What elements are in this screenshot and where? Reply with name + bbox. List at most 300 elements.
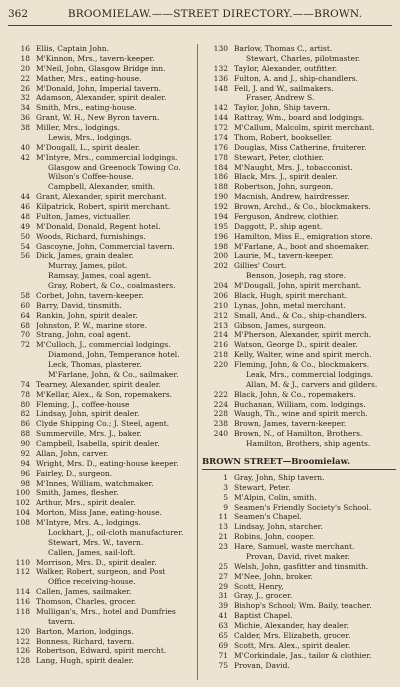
entry-text: Fell, J. and W., sailmakers.: [234, 83, 334, 93]
house-number: 13: [218, 522, 228, 532]
house-number: 27: [218, 571, 228, 581]
entry-text: Bonness, Richard, tavern.: [36, 636, 135, 646]
entry-text: Thomson, Charles, grocer.: [36, 597, 137, 606]
left-column: [4, 44, 197, 666]
entry-text: Gibson, James, surgeon.: [234, 320, 327, 330]
entry-text: M'Kellar, Alex., & Son, ropemakers.: [36, 389, 173, 399]
house-number: 63: [218, 621, 228, 630]
entry-text: Brown, N., of Hamilton, Brothers.: [234, 429, 363, 439]
entry-text: M'Pherson, Alexander, spirit merch.: [234, 330, 372, 340]
brown-street-heading: [202, 455, 398, 469]
directory-entry: [202, 64, 398, 74]
directory-entry: [202, 360, 398, 370]
directory-entry: [202, 661, 398, 671]
directory-entry: [4, 577, 197, 587]
directory-entry: [202, 591, 398, 601]
directory-entry: [4, 370, 197, 380]
directory-entry: [202, 621, 398, 631]
entry-text: M'Donald, Donald, Regent hotel.: [36, 221, 161, 231]
house-number: 68: [20, 320, 30, 330]
right-column-entries: [202, 44, 398, 449]
entry-text: Watson, George D., spirit dealer.: [234, 340, 358, 350]
directory-entry: [4, 54, 197, 64]
entry-text: Benson, Joseph, rag store.: [246, 271, 346, 281]
directory-entry: [4, 271, 197, 281]
entry-text: Robertson, Edward, spirit mercht.: [36, 646, 167, 656]
entry-text: Robins, John, cooper.: [234, 532, 315, 542]
house-number: 202: [213, 261, 228, 271]
house-number: 228: [213, 409, 228, 419]
entry-text: Mulligan's, Mrs., hotel and Dumfries: [36, 606, 176, 616]
house-number: 90: [20, 439, 30, 448]
house-number: 190: [213, 192, 228, 202]
directory-entry: [202, 522, 398, 532]
entry-text: Fleming, J., coffee-house: [36, 399, 130, 409]
directory-entry: [4, 617, 197, 627]
entry-text: M'Culloch, J., commercial lodgings.: [36, 340, 171, 350]
right-column: [202, 44, 398, 670]
entry-text: Campbell, Alexander, smith.: [48, 182, 156, 192]
house-number: 9: [223, 502, 228, 512]
house-number: 224: [213, 399, 228, 409]
entry-text: Brown, Archd., & Co., blockmakers.: [234, 202, 371, 211]
entry-text: Scott, Mrs. Alex., spirit dealer.: [234, 640, 351, 650]
house-number: 210: [213, 300, 228, 310]
entry-text: Walker, Robert, surgeon, and Post: [36, 567, 166, 577]
directory-entry: [4, 528, 197, 538]
directory-entry: [4, 469, 197, 479]
house-number: 184: [213, 162, 228, 172]
house-number: 78: [20, 389, 30, 399]
entry-text: Campbell, Isabella, spirit dealer.: [36, 439, 160, 448]
entry-text: Provan, David, rivet maker.: [246, 551, 350, 561]
house-number: 118: [15, 606, 30, 616]
house-number: 75: [218, 660, 228, 670]
directory-entry: [202, 54, 398, 64]
house-number: 58: [20, 290, 30, 300]
entry-text: M'Innes, William, watchmaker.: [36, 478, 154, 488]
entry-text: M'Intyre, Mrs. A., lodgings.: [36, 518, 141, 527]
house-number: 60: [20, 300, 30, 310]
directory-entry: [4, 508, 197, 518]
entry-text: Buchanan, William, com. lodgings.: [234, 399, 366, 409]
entry-text: M'Dougall, L., spirit dealer.: [36, 142, 141, 152]
house-number: 92: [20, 448, 30, 458]
entry-text: M'Callum, Malcolm, spirit merchant.: [234, 123, 375, 132]
entry-text: Baptist Chapel.: [234, 611, 293, 621]
entry-text: Office receiving-house.: [48, 577, 136, 587]
directory-entry: [202, 552, 398, 562]
directory-entry: [202, 232, 398, 242]
directory-entry: [4, 449, 197, 459]
house-number: 56: [20, 251, 30, 261]
house-number: 213: [213, 320, 228, 330]
entry-text: M'Kinnon, Mrs., tavern-keeper.: [36, 53, 155, 63]
directory-entry: [202, 503, 398, 513]
directory-entry: [202, 182, 398, 192]
entry-text: Lindsay, John, spirit dealer.: [36, 409, 140, 419]
house-number: 21: [218, 532, 228, 542]
running-title: BROOMIELAW.——STREET DIRECTORY.——BROWN.: [67, 8, 363, 20]
house-number: 22: [20, 73, 30, 83]
entry-text: Summerville, Mrs. J., baker.: [36, 429, 142, 439]
directory-entry: [4, 74, 197, 84]
entry-text: Stewart, Mrs. W., tavern.: [48, 537, 144, 547]
house-number: 50: [20, 231, 30, 241]
entry-text: Scott, Henry,: [234, 581, 284, 591]
entry-text: Mather, Mrs., eating-house.: [36, 73, 142, 83]
house-number: 174: [213, 132, 228, 142]
directory-entry: [202, 271, 398, 281]
directory-entry: [4, 380, 197, 390]
entry-text: Ramsay, James, coal agent.: [48, 271, 152, 281]
column-divider: [197, 44, 198, 680]
directory-entry: [4, 44, 197, 54]
directory-entry: [4, 291, 197, 301]
entry-text: Morton, Miss Jane, eating-house.: [36, 508, 162, 518]
entry-text: Leck, Thomas, plasterer.: [48, 360, 142, 369]
directory-entry: [202, 390, 398, 400]
entry-text: Laurie, M., tavern-keeper.: [234, 251, 334, 261]
entry-text: Gray, Robert, & Co., coalmasters.: [48, 281, 176, 290]
entry-text: Callen, James, sail-loft.: [48, 547, 136, 557]
house-number: 82: [20, 409, 30, 419]
entry-text: M'Neil, John, Glasgow Bridge inn.: [36, 63, 166, 73]
directory-entry: [202, 74, 398, 84]
directory-entry: [202, 242, 398, 252]
entry-text: Lockhart, J., oil-cloth manufacturer.: [48, 527, 184, 537]
directory-entry: [202, 113, 398, 123]
house-number: 48: [20, 211, 30, 221]
entry-text: M'Dougall, John, spirit merchant.: [234, 281, 362, 290]
house-number: 49: [20, 221, 30, 231]
entry-text: Gillies' Court.: [234, 261, 287, 271]
directory-entry: [202, 409, 398, 419]
entry-text: Kilpatrick, Robert, spirit merchant.: [36, 202, 171, 211]
directory-entry: [202, 483, 398, 493]
directory-entry: [202, 153, 398, 163]
directory-entry: [202, 103, 398, 113]
entry-text: Fraser, Andrew S.: [246, 93, 315, 103]
house-number: 238: [213, 419, 228, 429]
directory-entry: [4, 429, 197, 439]
entry-text: Wright, Mrs. D., eating-house keeper.: [36, 458, 179, 468]
entry-text: Wilson's Coffee-house.: [48, 172, 134, 182]
entry-text: Stewart, Peter.: [234, 482, 291, 492]
section-heading-text: BROWN STREET—Broomielaw.: [202, 456, 351, 467]
directory-entry: [202, 601, 398, 611]
entry-text: Seamen's Chapel.: [234, 512, 302, 522]
directory-entry: [202, 143, 398, 153]
brown-street-entries: [202, 473, 398, 671]
house-number: 71: [218, 650, 228, 660]
house-number: 212: [213, 310, 228, 320]
entry-text: Small, And., & Co., ship-chandlers.: [234, 310, 368, 320]
house-number: 88: [20, 429, 30, 439]
directory-entry: [4, 646, 197, 656]
entry-text: Morrison, Mrs. D., spirit dealer.: [36, 557, 157, 567]
entry-text: Miller, Mrs., lodgings.: [36, 123, 120, 132]
entry-text: Black, John, & Co., ropemakers.: [234, 389, 356, 399]
house-number: 222: [213, 389, 228, 399]
directory-entry: [4, 103, 197, 113]
entry-text: Barton, Marion, lodgings.: [36, 626, 134, 636]
entry-text: M'Alpin, Colin, smith.: [234, 492, 317, 502]
house-number: 178: [213, 152, 228, 162]
house-number: 110: [15, 557, 30, 567]
entry-text: Macnish, Andrew, hairdresser.: [234, 192, 350, 202]
entry-text: Callen, James, sailmaker.: [36, 587, 132, 597]
entry-text: Lang, Hugh, spirit dealer.: [36, 656, 134, 666]
entry-text: Rankin, John, spirit dealer.: [36, 310, 138, 320]
house-number: 94: [20, 458, 30, 468]
directory-entry: [202, 301, 398, 311]
directory-entry: [4, 182, 197, 192]
directory-entry: [4, 548, 197, 558]
entry-text: Lynas, John, metal merchant.: [234, 300, 346, 310]
entry-text: Black, Hugh, spirit merchant.: [234, 290, 347, 300]
directory-entry: [202, 251, 398, 261]
directory-entry: [4, 222, 197, 232]
directory-entry: [202, 222, 398, 232]
entry-text: Hamilton, Brothers, ship agents.: [246, 439, 371, 448]
entry-text: Woods, Richard, furnishings.: [36, 231, 146, 241]
directory-entry: [202, 542, 398, 552]
entry-text: M'Naught, Mrs. J., tobacconist.: [234, 162, 353, 172]
directory-entry: [202, 512, 398, 522]
directory-entry: [202, 261, 398, 271]
directory-entry: [4, 350, 197, 360]
entry-text: Taylor, Alexander, outfitter.: [234, 63, 338, 73]
directory-entry: [4, 84, 197, 94]
house-number: 198: [213, 241, 228, 251]
entry-text: M'Donald, John, Imperial tavern.: [36, 83, 162, 93]
directory-entry: [4, 321, 197, 331]
house-number: 54: [20, 241, 30, 251]
entry-text: Kelly, Walter, wine and spirit merch.: [234, 350, 372, 360]
entry-text: Gray, J., grocer.: [234, 591, 293, 601]
entry-text: M'Nee, John, broker.: [234, 571, 313, 581]
entry-text: M'Farlane, John, & Co., sailmaker.: [48, 369, 179, 379]
entry-text: Ferguson, Andrew, clothier.: [234, 211, 339, 221]
house-number: 108: [15, 518, 30, 527]
entry-text: Thom, Robert, bookseller.: [234, 132, 333, 142]
page-header: [8, 7, 392, 21]
house-number: 195: [213, 221, 228, 231]
house-number: 41: [218, 611, 228, 621]
directory-entry: [202, 212, 398, 222]
entry-text: Allan, John, carver.: [36, 448, 109, 458]
directory-entry: [202, 641, 398, 651]
entry-text: Adamson, Alexander, spirit dealer.: [36, 93, 167, 103]
directory-entry: [4, 587, 197, 597]
entry-text: Seamen's Friendly Society's School.: [234, 502, 372, 512]
directory-entry: [4, 567, 197, 577]
house-number: 144: [213, 113, 228, 123]
header-rule: [8, 25, 392, 26]
house-number: 65: [218, 630, 228, 640]
directory-entry: [202, 330, 398, 340]
house-number: 64: [20, 310, 30, 320]
directory-entry: [4, 627, 197, 637]
directory-entry: [4, 251, 197, 261]
directory-entry: [202, 439, 398, 449]
entry-text: Fleming, John, & Co., blockmakers.: [234, 360, 370, 369]
entry-text: M'Corkindale, Jas., tailor & clothier.: [234, 650, 372, 660]
house-number: 29: [218, 581, 228, 591]
house-number: 120: [15, 626, 30, 636]
directory-entry: [4, 123, 197, 133]
entry-text: Welsh, John, gasfitter and tinsmith.: [234, 561, 369, 571]
house-number: 142: [213, 103, 228, 113]
entry-text: Brown, James, tavern-keeper.: [234, 419, 347, 429]
house-number: 26: [20, 83, 30, 93]
house-number: 31: [218, 591, 228, 601]
house-number: 122: [15, 636, 30, 646]
entry-text: Provan, David.: [234, 660, 290, 670]
house-number: 192: [213, 202, 228, 211]
house-number: 176: [213, 142, 228, 152]
house-number: 86: [20, 419, 30, 429]
house-number: 130: [213, 44, 228, 53]
directory-entry: [202, 532, 398, 542]
house-number: 200: [213, 251, 228, 261]
house-number: 39: [218, 601, 228, 611]
entry-text: Gascoyne, John, Commercial tavern.: [36, 241, 175, 251]
entry-text: Black, Mrs. J., spirit dealer.: [234, 172, 338, 182]
directory-entry: [4, 192, 197, 202]
entry-text: Michie, Alexander, hay dealer.: [234, 621, 349, 630]
house-number: 172: [213, 123, 228, 132]
entry-text: tavern.: [48, 616, 75, 626]
house-number: 136: [213, 73, 228, 83]
entry-text: Fulton, A. and J., ship-chandlers.: [234, 73, 359, 83]
directory-entry: [4, 558, 197, 568]
entry-text: Johnston, P. W., marine store.: [36, 320, 148, 330]
house-number: 18: [20, 53, 30, 63]
entry-text: Arthur, Mrs., spirit dealer.: [36, 498, 136, 508]
entry-text: Rattray, Wm., board and lodgings.: [234, 113, 365, 123]
house-number: 80: [20, 399, 30, 409]
house-number: 186: [213, 172, 228, 182]
house-number: 5: [223, 492, 228, 502]
house-number: 114: [15, 587, 30, 597]
directory-entry: [4, 261, 197, 271]
entry-text: M'Farlane, A., boot and shoemaker.: [234, 241, 370, 251]
directory-entry: [4, 133, 197, 143]
directory-entry: [4, 242, 197, 252]
directory-entry: [202, 611, 398, 621]
directory-entry: [202, 429, 398, 439]
directory-entry: [202, 473, 398, 483]
entry-text: Hamilton, Miss E., emigration store.: [234, 231, 373, 241]
entry-text: Grant, W. H., New Byron tavern.: [36, 113, 160, 123]
entry-text: Daggott, P., ship agent.: [234, 221, 323, 231]
entry-text: Smith, James, flesher.: [36, 488, 119, 498]
directory-entry: [4, 330, 197, 340]
entry-text: Diamond, John, Temperance hotel.: [48, 350, 180, 360]
entry-text: Murray, James, pilot.: [48, 261, 128, 271]
directory-entry: [4, 311, 197, 321]
house-number: 148: [213, 83, 228, 93]
house-number: 206: [213, 290, 228, 300]
house-number: 128: [15, 656, 30, 666]
house-number: 102: [15, 498, 30, 508]
directory-entry: [202, 419, 398, 429]
directory-entry: [4, 93, 197, 103]
directory-entry: [4, 232, 197, 242]
page-number: 362: [8, 8, 29, 20]
directory-entry: [202, 493, 398, 503]
house-number: 38: [20, 123, 30, 132]
directory-entry: [4, 390, 197, 400]
directory-entry: [4, 459, 197, 469]
entry-text: Bishop's School; Wm. Baily, teacher.: [234, 601, 372, 611]
directory-entry: [4, 64, 197, 74]
house-number: 204: [213, 281, 228, 290]
house-number: 69: [218, 640, 228, 650]
directory-entry: [202, 370, 398, 380]
directory-entry: [202, 202, 398, 212]
directory-entry: [4, 439, 197, 449]
house-number: 23: [218, 542, 228, 551]
entry-text: Stewart, Peter, clothier.: [234, 152, 324, 162]
house-number: 16: [20, 44, 30, 53]
house-number: 1: [223, 472, 228, 482]
house-number: 40: [20, 142, 30, 152]
entry-text: Fulton, James, victualler.: [36, 211, 131, 221]
house-number: 100: [15, 488, 30, 498]
directory-entry: [202, 340, 398, 350]
house-number: 188: [213, 182, 228, 192]
house-number: 46: [20, 202, 30, 211]
directory-entry: [202, 172, 398, 182]
directory-entry: [202, 44, 398, 54]
directory-entry: [202, 93, 398, 103]
entry-text: M'Intyre, Mrs., commercial lodgings.: [36, 152, 178, 162]
entry-text: Waugh, Th., wine and spirit merch.: [234, 409, 368, 419]
directory-entry: [4, 400, 197, 410]
directory-entry: [4, 597, 197, 607]
house-number: 214: [213, 330, 228, 340]
house-number: 196: [213, 231, 228, 241]
directory-entry: [4, 656, 197, 666]
house-number: 42: [20, 152, 30, 162]
section-rule: [202, 469, 398, 471]
directory-entry: [4, 153, 197, 163]
directory-entry: [202, 163, 398, 173]
directory-entry: [4, 340, 197, 350]
directory-entry: [4, 163, 197, 173]
directory-entry: [4, 607, 197, 617]
directory-entry: [202, 582, 398, 592]
house-number: 11: [218, 512, 228, 522]
directory-entry: [4, 419, 197, 429]
house-number: 20: [20, 63, 30, 73]
directory-entry: [202, 651, 398, 661]
directory-entry: [202, 380, 398, 390]
entry-text: Corbet, John, tavern-keeper.: [36, 290, 144, 300]
house-number: 98: [20, 478, 30, 488]
directory-entry: [202, 84, 398, 94]
house-number: 3: [223, 482, 228, 492]
directory-entry: [4, 498, 197, 508]
house-number: 44: [20, 192, 30, 202]
entry-text: Fairley, D., surgeon.: [36, 468, 113, 478]
entry-text: Tearney, Alexander, spirit dealer.: [36, 379, 161, 389]
directory-entry: [202, 192, 398, 202]
directory-entry: [202, 631, 398, 641]
